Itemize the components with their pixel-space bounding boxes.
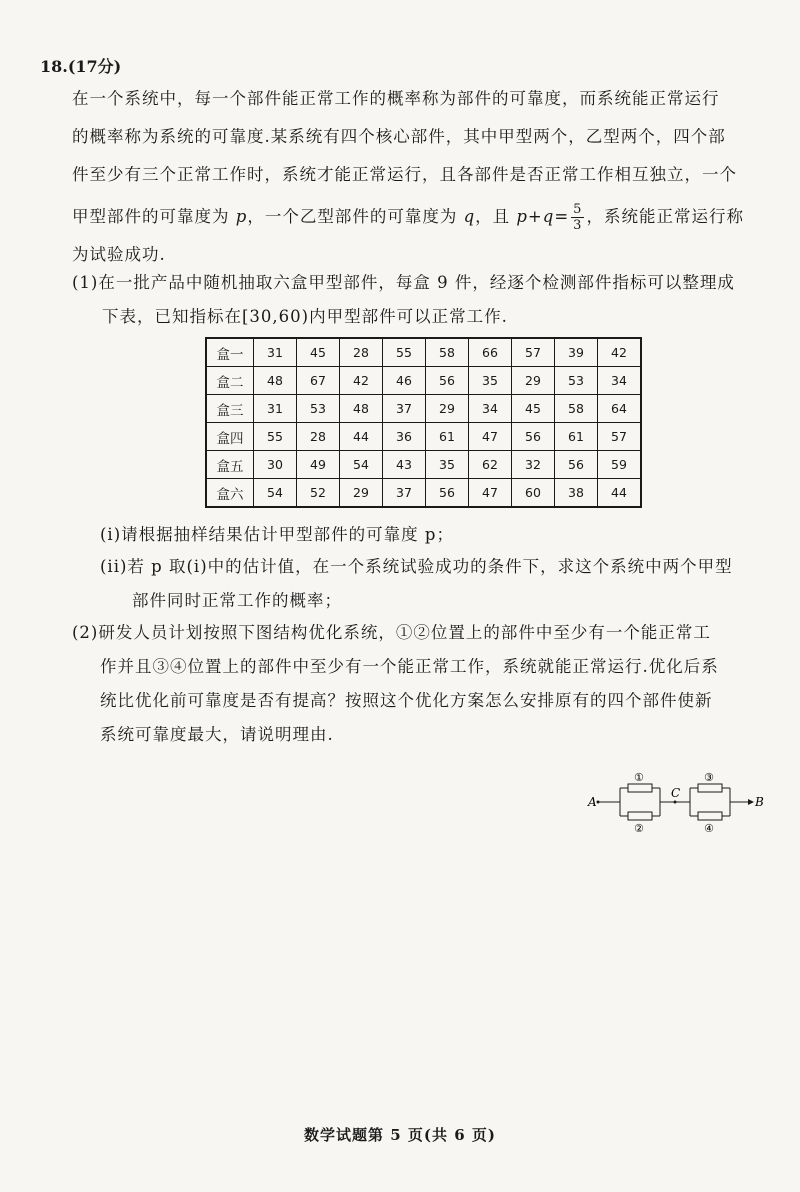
node-a-icon [597,801,600,804]
table-cell: 66 [469,338,512,367]
intro-line-5: 为试验成功. [72,245,166,264]
intro-line-4-b: ，一个乙型部件的可靠度为 [247,207,464,226]
table-cell: 47 [469,423,512,451]
table-cell: 57 [598,423,642,451]
table-cell: 37 [383,479,426,508]
part-1 [72,266,762,334]
table-cell: 48 [254,367,297,395]
arrow-right-icon [748,799,754,805]
intro-line-4-a: 甲型部件的可靠度为 [72,207,236,226]
table-cell: 42 [340,367,383,395]
table-cell: 45 [512,395,555,423]
table-cell: 57 [512,338,555,367]
resistor-2-icon [628,812,652,820]
table-row [206,423,641,451]
part-1-ii-line-1: (ii)若 p 取(i)中的估计值，在一个系统试验成功的条件下，求这个系统中两个甲型 [100,557,733,576]
table-cell: 60 [512,479,555,508]
intro-line-2: 的概率称为系统的可靠度.某系统有四个核心部件，其中甲型两个，乙型两个，四个部 [72,127,726,146]
row-label: 盒四 [206,423,254,451]
table-cell: 35 [426,451,469,479]
table-cell: 44 [598,479,642,508]
intro-line-3: 件至少有三个正常工作时，系统才能正常运行，且各部件是否正常工作相互独立，一个 [72,165,737,184]
part-2-line-1: (2)研发人员计划按照下图结构优化系统，①②位置上的部件中至少有一个能正常工 [72,623,711,642]
table-cell: 61 [426,423,469,451]
equation-expr: p+q= [516,207,570,226]
label-pos-2: ② [634,822,644,832]
part-1-i: (i)请根据抽样结果估计甲型部件的可靠度 p； [100,525,454,544]
table-cell: 58 [555,395,598,423]
label-pos-1: ① [634,772,644,784]
part-1-line-1: (1)在一批产品中随机抽取六盒甲型部件，每盒 9 件，经逐个检测部件指标可以整理成 [72,273,735,292]
table-cell: 54 [254,479,297,508]
fraction [571,202,584,233]
part-2 [72,616,762,752]
table-cell: 55 [254,423,297,451]
table-cell: 37 [383,395,426,423]
table-cell: 48 [340,395,383,423]
table-cell: 34 [469,395,512,423]
table-row [206,395,641,423]
part-1-ii-line-2: 部件同时正常工作的概率； [132,591,342,610]
row-label: 盒二 [206,367,254,395]
table-row [206,479,641,508]
fraction-denominator: 3 [573,218,583,233]
table-cell: 36 [383,423,426,451]
table-row [206,338,641,367]
table-cell: 53 [555,367,598,395]
row-label: 盒三 [206,395,254,423]
table-cell: 39 [555,338,598,367]
question-header: 18.(17分) [40,57,122,76]
node-c-icon [674,801,677,804]
part-2-line-4: 系统可靠度最大，请说明理由. [100,725,334,744]
table-cell: 52 [297,479,340,508]
table-cell: 56 [512,423,555,451]
resistor-1-icon [628,784,652,792]
label-pos-4: ④ [704,822,714,832]
table-cell: 56 [555,451,598,479]
indicator-table [205,337,642,508]
resistor-4-icon [698,812,722,820]
var-q: q [463,207,476,226]
table-cell: 53 [297,395,340,423]
row-label: 盒六 [206,479,254,508]
row-label: 盒五 [206,451,254,479]
table-cell: 42 [598,338,642,367]
intro-line-4-d: ，系统能正常运行称 [586,207,744,226]
table-cell: 54 [340,451,383,479]
intro-line-1: 在一个系统中，每一个部件能正常工作的概率称为部件的可靠度，而系统能正常运行 [72,89,720,108]
circuit-diagram [584,772,764,832]
table-cell: 28 [297,423,340,451]
table-cell: 58 [426,338,469,367]
table-cell: 59 [598,451,642,479]
row-label: 盒一 [206,338,254,367]
table-cell: 28 [340,338,383,367]
table-row [206,451,641,479]
table-cell: 31 [254,338,297,367]
table-cell: 31 [254,395,297,423]
table-cell: 46 [383,367,426,395]
table-cell: 29 [426,395,469,423]
table-cell: 32 [512,451,555,479]
table-cell: 35 [469,367,512,395]
table-cell: 38 [555,479,598,508]
question-intro [72,80,762,270]
label-a: A [588,795,597,809]
table-cell: 64 [598,395,642,423]
table-cell: 45 [297,338,340,367]
table-cell: 49 [297,451,340,479]
table-cell: 56 [426,479,469,508]
part-1-ii [100,550,760,618]
part-2-line-3: 统比优化前可靠度是否有提高？按照这个优化方案怎么安排原有的四个部件使新 [100,691,713,710]
table-cell: 43 [383,451,426,479]
table-cell: 47 [469,479,512,508]
table-cell: 44 [340,423,383,451]
part-1-line-2: 下表，已知指标在[30,60)内甲型部件可以正常工作. [102,307,508,326]
intro-line-4-c: ，且 [475,207,517,226]
table-cell: 34 [598,367,642,395]
var-p: p [235,207,248,226]
table-cell: 30 [254,451,297,479]
table-row [206,367,641,395]
label-b: B [755,795,764,809]
table-cell: 67 [297,367,340,395]
intro-line-4 [72,194,762,240]
page-footer: 数学试题第 5 页(共 6 页) [304,1126,496,1144]
table-cell: 29 [512,367,555,395]
resistor-3-icon [698,784,722,792]
fraction-numerator: 5 [573,202,583,217]
table-cell: 62 [469,451,512,479]
table-cell: 61 [555,423,598,451]
table-cell: 29 [340,479,383,508]
table-cell: 56 [426,367,469,395]
label-pos-3: ③ [704,772,714,784]
part-2-line-2: 作并且③④位置上的部件中至少有一个能正常工作，系统就能正常运行.优化后系 [100,657,719,676]
label-c: C [671,786,681,800]
table-cell: 55 [383,338,426,367]
